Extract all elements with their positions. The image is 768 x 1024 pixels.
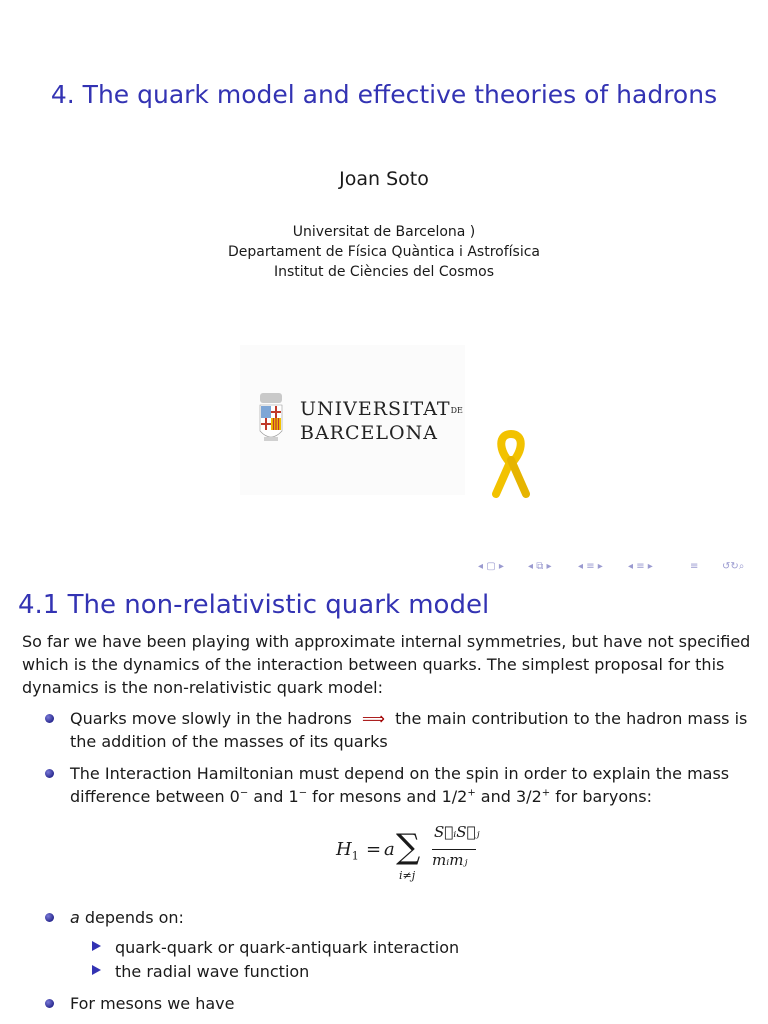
university-crest-icon — [258, 393, 284, 445]
nav-subsection-icon[interactable]: ◂ ≡ ▸ — [628, 561, 653, 572]
triangle-bullet-icon — [92, 965, 101, 975]
institution-line: Departament de Física Quàntica i Astrofísica — [228, 244, 540, 260]
hamiltonian-formula: $H_1$ = a ∑ i≠j S⃗ᵢS⃗ⱼ mᵢmⱼ — [336, 823, 480, 882]
triangle-bullet-icon — [92, 941, 101, 951]
formula-denominator: mᵢmⱼ — [432, 851, 468, 869]
bullet-dot-icon — [45, 913, 54, 922]
institution-line: Universitat de Barcelona ) — [292, 224, 476, 240]
nav-search-icon[interactable]: ↺↻⌕ — [722, 561, 745, 572]
formula-numerator: S⃗ᵢS⃗ⱼ — [434, 823, 480, 841]
university-logo — [240, 345, 465, 495]
bullet-dot-icon — [45, 714, 54, 723]
nav-frame-icon[interactable]: ◂ ⧉ ▸ — [528, 561, 552, 572]
section-title: 4.1 The non-relativistic quark model — [18, 590, 490, 620]
intro-paragraph: So far we have been playing with approximate internal symmetries, but have not specified which is the dynamics of the interaction between quarks. The simplest proposal for this dynamics is the non-relativistic quark model: — [22, 632, 751, 697]
university-name: UNIVERSITATDE BARCELONA — [300, 398, 463, 444]
slide-title: 4. The quark model and effective theories of hadrons — [50, 80, 718, 109]
content-slide: 4.1 The non-relativistic quark model So far we have been playing with approximate internal symmetries, but have not specified which is the dynamics of the interaction between quarks. The simplest proposal for this dynamics is the non-relativistic quark model: Quarks move slowly in the hadrons ⟹ the main contribution to the hadron mass is the addition of the masses of its quarks The Interaction Hamiltonian must depend on the spin in order to explain the mass difference between 0− and 1− for mesons and 1/2+ and 3/2+ for baryons: $H_1$ = a ∑ i≠j S⃗ᵢS⃗ⱼ mᵢmⱼ a depends on: quark-quark or quark-antiquark interaction the radial wave function For mesons we have — [0, 578, 768, 1024]
bullet-dot-icon — [45, 999, 54, 1008]
bullet-dot-icon — [45, 769, 54, 778]
fraction-bar — [432, 849, 476, 850]
nav-section-icon[interactable]: ◂ ≡ ▸ — [578, 561, 603, 572]
beamer-navigation-bar — [478, 560, 763, 574]
nav-first-icon[interactable]: ◂ ▢ ▸ — [478, 561, 504, 572]
author-name: Joan Soto — [339, 168, 429, 190]
yellow-ribbon-icon — [488, 430, 534, 500]
institution-list — [0, 222, 768, 282]
institution-line: Institut de Ciències del Cosmos — [274, 264, 494, 280]
nav-align-icon[interactable]: ≡ — [690, 561, 699, 572]
implies-arrow: ⟹ — [362, 709, 385, 728]
summation-symbol: ∑ — [396, 827, 421, 867]
